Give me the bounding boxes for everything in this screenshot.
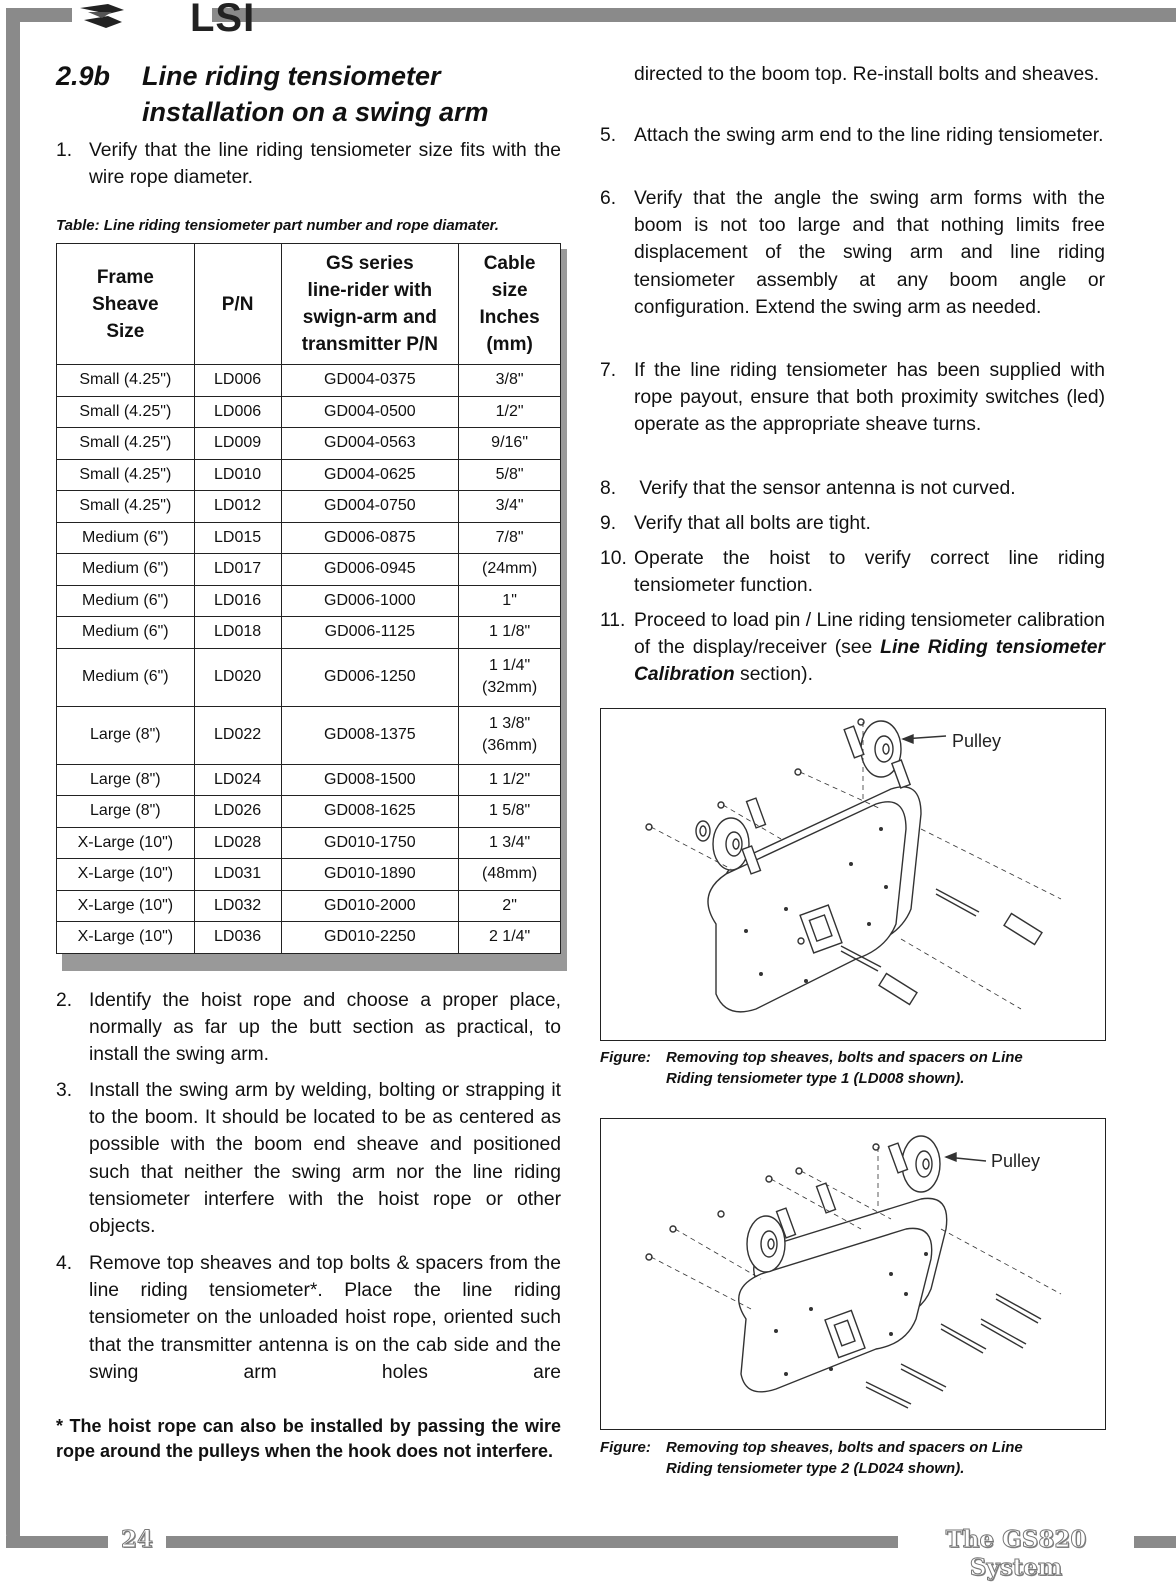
figure-1: [600, 708, 1106, 1041]
table-row: [57, 796, 561, 828]
section-number: 2.9b: [56, 61, 111, 91]
lsi-bird-icon: [78, 0, 126, 34]
header-text: size: [491, 280, 528, 301]
table-cell: 1 5/8": [459, 796, 561, 828]
table-cell: Medium (6"): [57, 522, 195, 554]
step-number: 6.: [600, 188, 617, 209]
header-text: (mm): [486, 334, 533, 355]
table-cell: Small (4.25"): [57, 396, 195, 428]
table-cell: Medium (6"): [57, 585, 195, 617]
calibration-section-reference: Line Riding tensiometer Calibration: [634, 637, 1105, 686]
step-text: Operate the hoist to verify correct line riding tensiometer function.: [634, 548, 1105, 597]
table-row: [57, 827, 561, 859]
pulley-label: Pulley: [952, 731, 1002, 751]
table-cell: X-Large (10"): [57, 890, 195, 922]
step-2: [56, 987, 561, 1069]
table-cell: GD010-1750: [281, 827, 459, 859]
step-text: section).: [734, 664, 813, 686]
step-text: Install the swing arm by welding, bolting or strapping it to the boom. It should be located to be as centered as possible with the boom end sheave and positioned such that neither the swing arm nor the line riding tensiometer interfere with the hoist rope or other objects.: [89, 1080, 561, 1238]
table-row: [57, 706, 561, 764]
table-cell: X-Large (10"): [57, 922, 195, 954]
table-row: [57, 890, 561, 922]
cell-line: 1 3/8": [488, 715, 531, 732]
table-cell: Small (4.25"): [57, 428, 195, 460]
header-text: GS series: [326, 253, 414, 274]
table-row: [57, 522, 561, 554]
step-7: [600, 357, 1105, 439]
cell-line: (36mm): [482, 737, 538, 754]
table-cell: GD008-1500: [281, 764, 459, 796]
step-9: [600, 510, 1105, 537]
header-text: Cable: [483, 253, 536, 274]
header-frame-sheave-size: [57, 244, 195, 365]
table-row: [57, 585, 561, 617]
table-cell: 3/8": [459, 365, 561, 397]
step-text: Identify the hoist rope and choose a proper place, normally as far up the butt section as practical, to install the swing arm.: [89, 990, 561, 1066]
table-cell: LD016: [194, 585, 281, 617]
step-5: [600, 122, 1105, 149]
table-cell: 1 1/2": [459, 764, 561, 796]
step-4-continued: [600, 61, 1105, 88]
table-cell: GD004-0375: [281, 365, 459, 397]
step-text: Verify that the line riding tensiometer size fits with the wire rope diameter.: [89, 140, 561, 189]
table-cell: GD006-1000: [281, 585, 459, 617]
header-text: Frame: [96, 266, 154, 288]
table-cell: Medium (6"): [57, 554, 195, 586]
table-cell: 3/4": [459, 491, 561, 523]
table-cell: Small (4.25"): [57, 365, 195, 397]
table-cell: Large (8"): [57, 764, 195, 796]
caption-prefix: Figure:: [600, 1439, 651, 1456]
table-cell: GD004-0750: [281, 491, 459, 523]
caption-line: Removing top sheaves, bolts and spacers on Line: [666, 1049, 1023, 1066]
cell-line: (32mm): [482, 679, 538, 696]
table-row: [57, 764, 561, 796]
pulley-left: [696, 798, 765, 874]
table-cell: X-Large (10"): [57, 859, 195, 891]
table-row: [57, 365, 561, 397]
table-cell: GD004-0625: [281, 459, 459, 491]
pulley-top: [844, 721, 910, 788]
table-cell: LD017: [194, 554, 281, 586]
table-cell: GD008-1625: [281, 796, 459, 828]
table-cell: Medium (6"): [57, 617, 195, 649]
table-cell: 1": [459, 585, 561, 617]
figure-1-drawing: [601, 709, 1105, 1040]
step-number: 11.: [600, 610, 626, 631]
table-cell: GD006-1250: [281, 648, 459, 706]
header-cable-size: [459, 244, 561, 365]
table-cell: 9/16": [459, 428, 561, 460]
table-cell: LD012: [194, 491, 281, 523]
table-cell: Small (4.25"): [57, 459, 195, 491]
lsi-logo: [72, 0, 256, 40]
title-line-1: Line riding tensiometer: [142, 61, 441, 91]
step-6: [600, 185, 1105, 321]
table-row: [57, 617, 561, 649]
table-cell: 1/2": [459, 396, 561, 428]
step-1: [56, 137, 561, 191]
header-text: Sheave: [92, 293, 159, 315]
table-cell: LD026: [194, 796, 281, 828]
header-pn: [194, 244, 281, 365]
caption-prefix: Figure:: [600, 1049, 651, 1066]
table-row: [57, 428, 561, 460]
header-gs-series: [281, 244, 459, 365]
table-cell: GD004-0563: [281, 428, 459, 460]
table-cell: 2": [459, 890, 561, 922]
step-number: 4.: [56, 1253, 73, 1274]
step-text: Attach the swing arm end to the line riding tensiometer.: [634, 125, 1104, 146]
caption-line: Riding tensiometer type 2 (LD024 shown).: [666, 1460, 965, 1477]
table-cell: LD024: [194, 764, 281, 796]
step-number: 7.: [600, 360, 617, 381]
title-line-2: installation on a swing arm: [142, 97, 489, 127]
step-number: 5.: [600, 125, 617, 146]
logo-text: LSI: [190, 0, 256, 40]
table-row: [57, 648, 561, 706]
table-row: [57, 491, 561, 523]
step-text: Proceed to load pin / Line riding tensiometer calibration of the display/receiver (see: [634, 610, 1105, 659]
table-cell: (48mm): [459, 859, 561, 891]
header-text: swign-arm and: [302, 307, 437, 328]
figure-2: [600, 1118, 1106, 1430]
table-cell: LD018: [194, 617, 281, 649]
caption-line: Riding tensiometer type 1 (LD008 shown).: [666, 1070, 965, 1087]
table-cell: Large (8"): [57, 796, 195, 828]
step-4: [56, 1250, 561, 1386]
table-cell: LD020: [194, 648, 281, 706]
step-8: [600, 475, 1105, 502]
table-cell: GD010-2250: [281, 922, 459, 954]
table-cell: LD036: [194, 922, 281, 954]
table-cell: GD010-2000: [281, 890, 459, 922]
table-cell: LD009: [194, 428, 281, 460]
system-name: The GS820 System: [898, 1526, 1134, 1554]
table-cell: Small (4.25"): [57, 491, 195, 523]
table-cell: 1 3/4": [459, 827, 561, 859]
header-text: line-rider with: [307, 280, 433, 301]
table-cell: Large (8"): [57, 706, 195, 764]
table-cell: GD004-0500: [281, 396, 459, 428]
table-cell: LD032: [194, 890, 281, 922]
table-cell: GD010-1890: [281, 859, 459, 891]
step-number: 1.: [56, 140, 73, 161]
step-text: directed to the boom top. Re-install bolts and sheaves.: [634, 64, 1100, 85]
step-text: Remove top sheaves and top bolts & spacers from the line riding tensiometer*. Place the line riding tensiometer on the unloaded hoist rope, oriented such that the transmitter antenna is on the cab side and the swing arm holes are: [89, 1253, 561, 1383]
table-cell: 2 1/4": [459, 922, 561, 954]
step-number: 2.: [56, 990, 73, 1011]
header-text: Size: [106, 320, 145, 342]
caption-line: Removing top sheaves, bolts and spacers on Line: [666, 1439, 1023, 1456]
table-cell: LD028: [194, 827, 281, 859]
pulley-leader-arrow: [903, 735, 913, 743]
table-caption: Table: Line riding tensiometer part number and rope diamater.: [56, 217, 499, 234]
step-number: 8.: [600, 478, 617, 499]
part-number-table: [56, 243, 561, 954]
step-number: 9.: [600, 513, 617, 534]
table-row: [57, 396, 561, 428]
header-text: Inches: [479, 307, 540, 328]
step-3: [56, 1077, 561, 1240]
figure-2-drawing: [601, 1119, 1105, 1429]
table-row: [57, 554, 561, 586]
footnote: * The hoist rope can also be installed by passing the wire rope around the pulleys when the hook does not interfere.: [56, 1416, 561, 1461]
table-cell: [459, 648, 561, 706]
header-text: P/N: [221, 293, 254, 315]
table-cell: LD010: [194, 459, 281, 491]
table-header-row: [57, 244, 561, 365]
table-cell: GD006-0945: [281, 554, 459, 586]
table-cell: [459, 706, 561, 764]
step-text: Verify that the angle the swing arm forms with the boom is not too large and that nothing limits free displacement of the swing arm and line riding tensiometer assembly at any boom angle or configuration. Extend the swing arm as needed.: [634, 188, 1105, 318]
cell-line: 1 1/4": [488, 657, 531, 674]
pulley-label: Pulley: [991, 1151, 1041, 1171]
page-number: 24: [108, 1526, 166, 1554]
table-cell: LD006: [194, 365, 281, 397]
table-cell: 5/8": [459, 459, 561, 491]
step-text: Verify that the sensor antenna is not curved.: [634, 478, 1016, 499]
step-number: 10.: [600, 548, 627, 569]
page-frame-left: [6, 8, 20, 1548]
step-number: 3.: [56, 1080, 73, 1101]
table-cell: X-Large (10"): [57, 827, 195, 859]
pulley-leader-arrow: [946, 1153, 956, 1161]
table-cell: Medium (6"): [57, 648, 195, 706]
table-cell: LD006: [194, 396, 281, 428]
table-cell: 7/8": [459, 522, 561, 554]
step-text: Verify that all bolts are tight.: [634, 513, 871, 534]
step-text: If the line riding tensiometer has been supplied with rope payout, ensure that both proximity switches (led) operate as the appropriate sheave turns.: [634, 360, 1105, 436]
table-cell: 1 1/8": [459, 617, 561, 649]
step-11: [600, 607, 1105, 689]
table-cell: GD006-1125: [281, 617, 459, 649]
step-10: [600, 545, 1105, 599]
table-row: [57, 459, 561, 491]
table-cell: LD031: [194, 859, 281, 891]
table-cell: LD015: [194, 522, 281, 554]
header-text: transmitter P/N: [301, 334, 438, 355]
table-row: [57, 922, 561, 954]
table-cell: (24mm): [459, 554, 561, 586]
table-cell: LD022: [194, 706, 281, 764]
table-row: [57, 859, 561, 891]
table-cell: GD008-1375: [281, 706, 459, 764]
table-cell: GD006-0875: [281, 522, 459, 554]
